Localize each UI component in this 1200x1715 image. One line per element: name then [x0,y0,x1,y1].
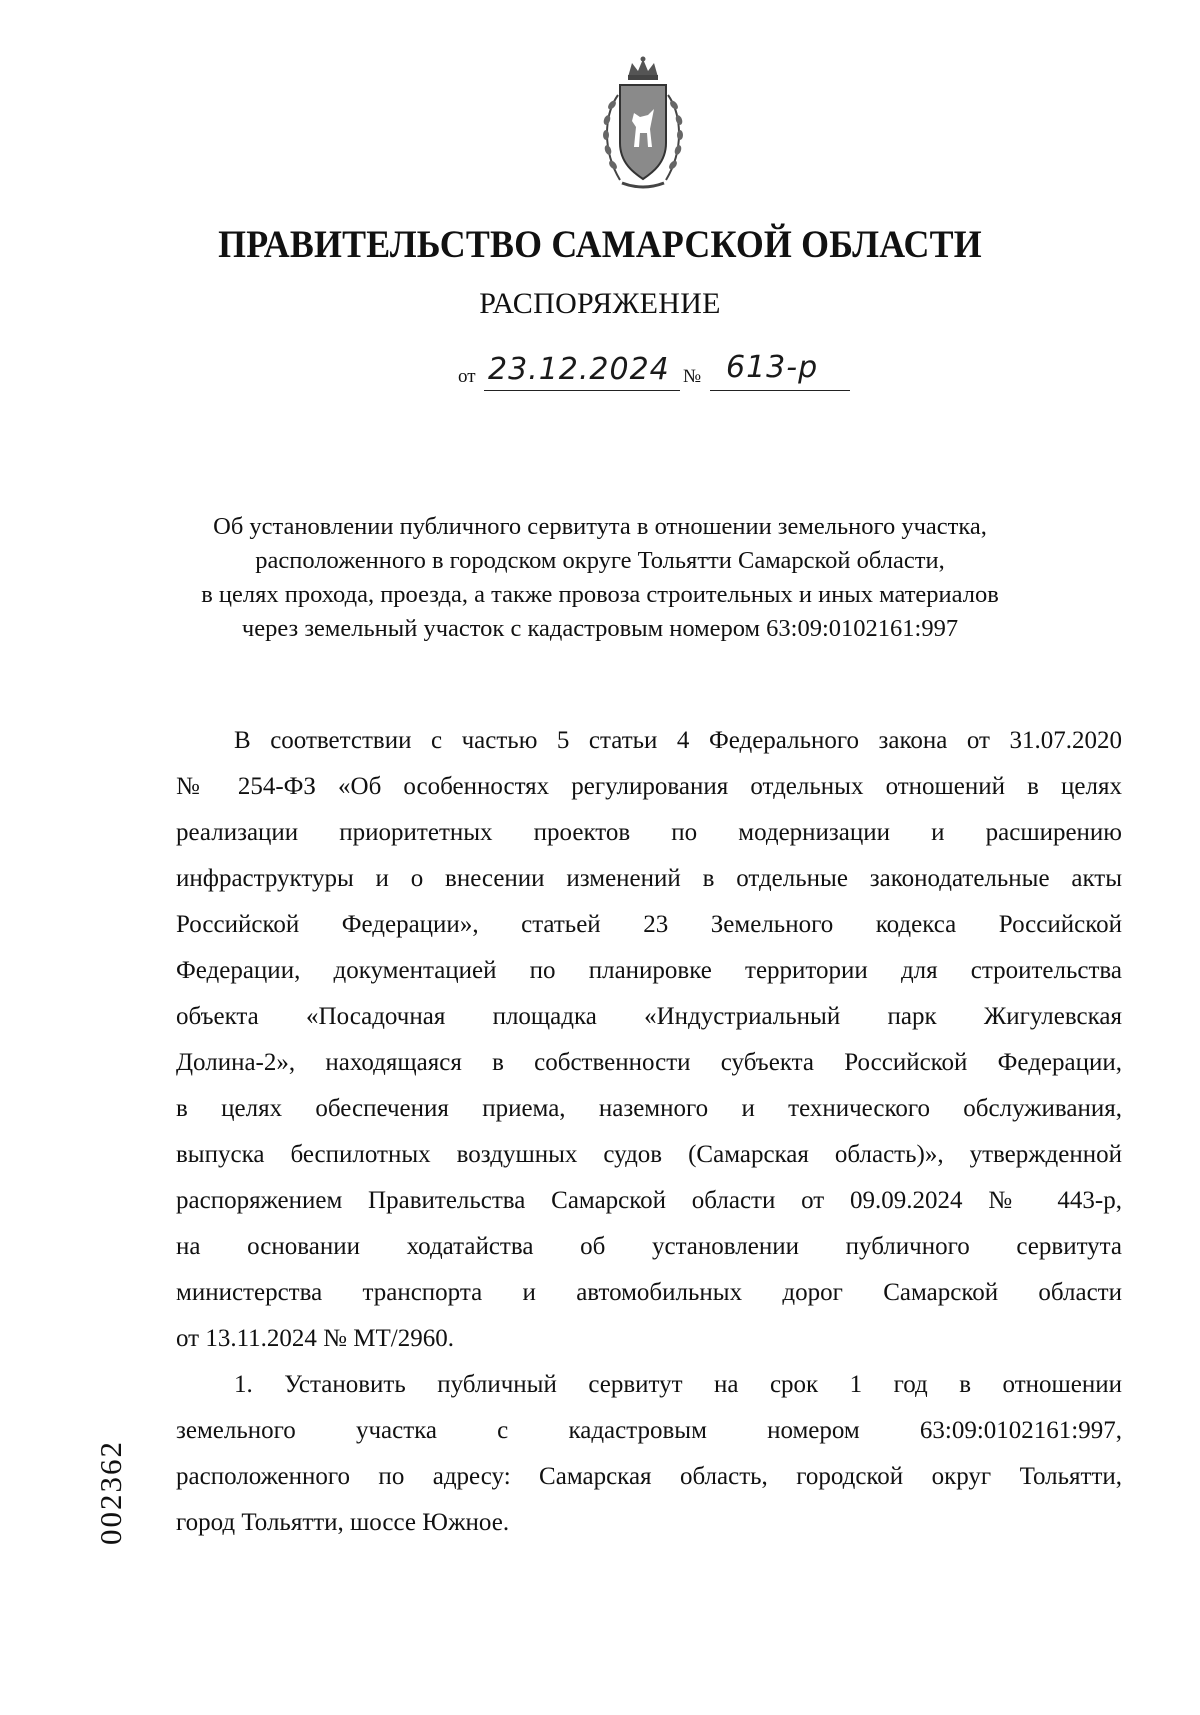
document-type: РАСПОРЯЖЕНИЕ [479,287,721,320]
number-underline [710,390,850,391]
item-1-paragraph [176,1362,1122,1546]
body-line: на основании ходатайства об установлении публичного сервитута [176,1233,1122,1260]
document-subject [150,510,1050,646]
subject-line: расположенного в городском округе Тольятти Самарской области, [255,547,945,574]
body-line: выпуска беспилотных воздушных судов (Самарская область)», утвержденной [176,1141,1122,1168]
handwritten-date: 23.12.2024 [488,352,670,387]
date-prefix-label: от [458,366,476,387]
subject-line: Об установлении публичного сервитута в отношении земельного участка, [213,513,987,540]
organization-title: ПРАВИТЕЛЬСТВО САМАРСКОЙ ОБЛАСТИ [218,223,982,266]
number-prefix-label: № [683,366,702,387]
body-line: министерства транспорта и автомобильных дорог Самарской области [176,1279,1122,1306]
body-line: объекта «Посадочная площадка «Индустриальный парк Жигулевская [176,1003,1122,1030]
preamble-paragraph [176,718,1122,1362]
handwritten-number: 613-р [726,350,819,385]
coat-of-arms-emblem [590,55,696,195]
registration-number: 002362 [93,1440,128,1545]
body-line: город Тольятти, шоссе Южное. [176,1509,510,1536]
subject-line: в целях прохода, проезда, а также провоза строительных и иных материалов [201,581,999,608]
body-line: от 13.11.2024 № МТ/2960. [176,1325,454,1352]
body-line: В соответствии с частью 5 статьи 4 Федерального закона от 31.07.2020 [234,727,1122,754]
body-line: 1. Установить публичный сервитут на срок 1 год в отношении [234,1371,1122,1398]
body-line: Долина-2», находящаяся в собственности субъекта Российской Федерации, [176,1049,1122,1076]
body-line: инфраструктуры и о внесении изменений в отдельные законодательные акты [176,865,1122,892]
body-line: Российской Федерации», статьей 23 Земельного кодекса Российской [176,911,1122,938]
subject-line: через земельный участок с кадастровым номером 63:09:0102161:997 [241,615,959,642]
samara-region-coat-of-arms-icon [590,55,696,195]
body-line: земельного участка с кадастровым номером 63:09:0102161:997, [176,1417,1122,1444]
body-line: в целях обеспечения приема, наземного и технического обслуживания, [176,1095,1122,1122]
body-line: распоряжением Правительства Самарской области от 09.09.2024 № 443-р, [176,1187,1122,1214]
body-line: № 254-ФЗ «Об особенностях регулирования отдельных отношений в целях [176,773,1122,800]
document-body [176,718,1122,1546]
date-number-line [458,346,878,396]
body-line: Федерации, документацией по планировке территории для строительства [176,957,1122,984]
body-line: расположенного по адресу: Самарская область, городской округ Тольятти, [176,1463,1122,1490]
date-underline [484,390,680,391]
body-line: реализации приоритетных проектов по модернизации и расширению [176,819,1122,846]
